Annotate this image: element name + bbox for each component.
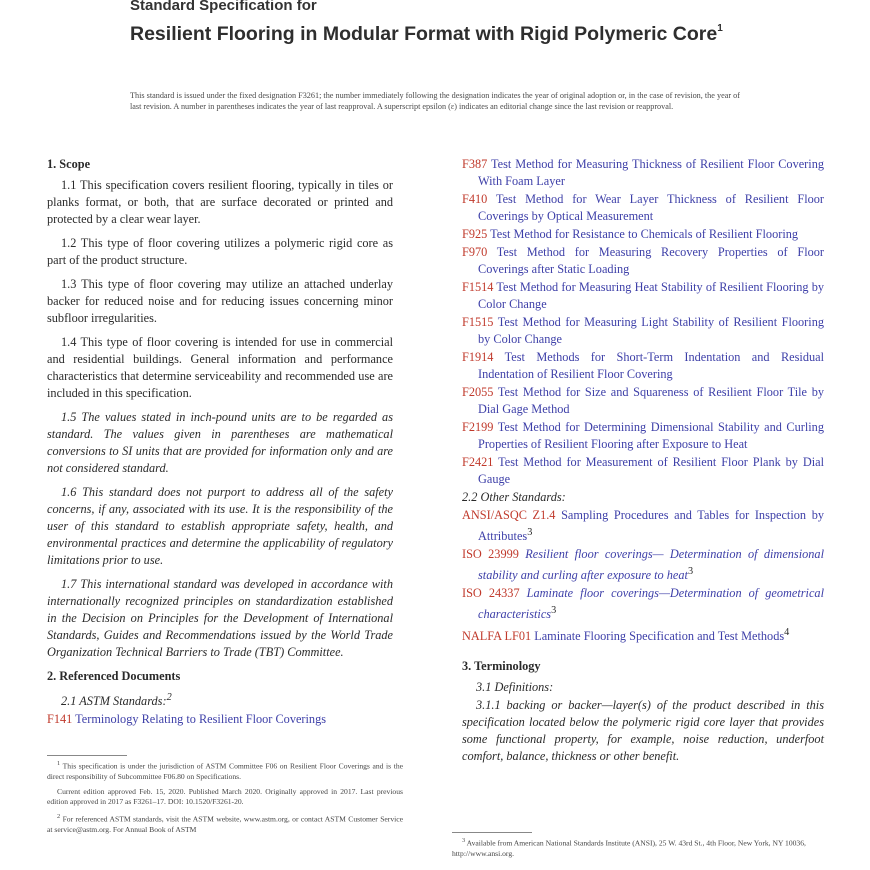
- title-footnote-ref[interactable]: 1: [717, 23, 723, 34]
- footnote-2: $^2$ For referenced ASTM standards, visit the ASTM website, www.astm.org, or contact ASTM Customer Service at service@astm.org. For Annual Book of ASTM: [47, 812, 403, 834]
- ref-code[interactable]: ISO 23999: [462, 547, 519, 562]
- ref-title[interactable]: Terminology Relating to Resilient Floor Coverings: [75, 712, 327, 727]
- other-ref-item[interactable]: [462, 624, 824, 645]
- astm-reference-list: [462, 156, 824, 488]
- footnote-1b: Current edition approved Feb. 15, 2020. Published March 2020. Originally approved in 2017. Last previous edition approved in 2017 as F3261–17. DOI: 10.1520/F3261-20.: [47, 786, 403, 807]
- other-standards-label: 2.2 Other Standards:: [462, 490, 566, 504]
- ref-code[interactable]: F1515: [462, 315, 494, 329]
- ref-code[interactable]: F387: [462, 157, 488, 171]
- ref-title[interactable]: Test Method for Measuring Light Stability of Resilient Flooring by Color Change: [478, 315, 824, 346]
- ref-code[interactable]: ANSI/ASQC Z1.4: [462, 508, 556, 522]
- referenced-documents-heading: 2. Referenced Documents: [47, 669, 181, 683]
- ref-f1914[interactable]: [462, 349, 824, 383]
- designation-preface: This standard is issued under the fixed designation F3261; the number immediately following the designation indicates the year of original adoption or, in the case of revision, the year of last revision. A number in parentheses indicates the year of last reapproval. A superscript epsilon (ε) indicates an editorial change since the last revision or reapproval.: [130, 91, 740, 111]
- ref-code[interactable]: F1514: [462, 280, 494, 294]
- ref-title[interactable]: Test Method for Measurement of Resilient Floor Plank by Dial Gauge: [478, 455, 824, 486]
- scope-para-1-6: 1.6 This standard does not purport to address all of the safety concerns, if any, associated with its use. It is the responsibility of the user of this standard to establish appropriate safety, health, and environmental practices and determine the applicability of regulatory limitations prior to use.: [47, 485, 393, 567]
- footnote-divider-right: [452, 832, 532, 833]
- ref-title[interactable]: Test Method for Measuring Heat Stability of Resilient Flooring by Color Change: [478, 280, 825, 311]
- other-ref-item[interactable]: [462, 507, 824, 545]
- ref-title[interactable]: Test Method for Measuring Recovery Properties of Floor Coverings after Static Loading: [478, 245, 824, 276]
- astm-standards-text: 2.1 ASTM Standards:: [61, 694, 167, 709]
- ref-footnote-marker[interactable]: 3: [687, 566, 694, 578]
- definitions-label: 3.1 Definitions:: [476, 680, 554, 695]
- ref-code[interactable]: F141: [47, 712, 73, 727]
- footnote-divider: [47, 755, 127, 756]
- ref-f2421[interactable]: [462, 454, 824, 488]
- ref-f1515[interactable]: [462, 314, 824, 348]
- ref-footnote-marker[interactable]: 4: [784, 627, 790, 639]
- footnote-1: $^1$ This specification is under the jurisdiction of ASTM Committee F06 on Resilient Floor Coverings and is the direct responsibility of Subcommittee F06.80 on Specifications.: [47, 760, 404, 782]
- ref-code[interactable]: ISO 24337: [462, 586, 520, 601]
- document-title-text: Resilient Flooring in Modular Format with Rigid Polymeric Core: [130, 23, 718, 45]
- scope-heading: 1. Scope: [47, 157, 91, 171]
- ref-title[interactable]: Test Method for Measuring Thickness of Resilient Floor Covering With Foam Layer: [478, 157, 824, 188]
- other-reference-list: [462, 507, 824, 645]
- ref-footnote-marker[interactable]: 3: [551, 605, 557, 617]
- other-ref-item[interactable]: [462, 546, 824, 584]
- ref-footnote-marker[interactable]: 3: [527, 527, 533, 538]
- ref-code[interactable]: F1914: [462, 350, 494, 364]
- ref-f970[interactable]: [462, 244, 824, 278]
- ref-title[interactable]: Laminate floor coverings—Determination of geometrical characteristics: [478, 586, 824, 622]
- ref-f2055[interactable]: [462, 384, 824, 418]
- ref-title[interactable]: Sampling Procedures and Tables for Inspection by Attributes: [478, 508, 824, 544]
- scope-para-1-5: 1.5 The values stated in inch-pound units are to be regarded as standard. The values given in parentheses are mathematical conversions to SI units that are provided for information only and are not considered standard.: [47, 410, 393, 475]
- footnote-1-text: This specification is under the jurisdiction of ASTM Committee F06 on Resilient Floor Coverings and is the direct responsibility of Subcommittee F06.80 on Specifications.: [47, 761, 404, 782]
- scope-para-1-4: 1.4 This type of floor covering is intended for use in commercial and residential buildings. General information and performance characteristics that determine serviceability and recommended use are included in this specification.: [47, 335, 393, 400]
- document-title: [130, 18, 770, 45]
- scope-para-1-3: 1.3 This type of floor covering may utilize an attached underlay backer for reduced noise and for reducing issues concerning minor subfloor irregularities.: [47, 277, 393, 325]
- ref-f925[interactable]: [462, 226, 824, 243]
- ref-title[interactable]: Laminate Flooring Specification and Test Methods: [534, 629, 785, 644]
- scope-para-1-1: 1.1 This specification covers resilient flooring, typically in tiles or planks format, or both, that are surface decorated or printed and protected by a clear wear layer.: [47, 178, 393, 226]
- ref-f1514[interactable]: [462, 279, 824, 313]
- scope-para-1-2: 1.2 This type of floor covering utilizes a polymeric rigid core as part of the product structure.: [47, 236, 393, 267]
- definition-backing: 3.1.1 backing or backer—layer(s) of the product described in this specification located below the polymeric rigid core layer that provides some functional property, for example, noise reduction, underfoot comfort, balance, thickness or other benefit.: [462, 698, 824, 764]
- ref-code[interactable]: F970: [462, 245, 488, 259]
- ref-f410[interactable]: [462, 191, 824, 225]
- other-ref-item[interactable]: [462, 585, 824, 623]
- title-block: [130, 0, 770, 45]
- title-prefix: Standard Specification for: [130, 0, 317, 14]
- ref-code[interactable]: F2421: [462, 455, 494, 469]
- footnote-3-text: Available from American National Standards Institute (ANSI), 25 W. 43rd St., 4th Floor, New York, NY 10036, http://www.ansi.org.: [452, 838, 806, 859]
- footnotes-left: [47, 759, 403, 839]
- ref-code[interactable]: F2199: [462, 420, 494, 434]
- ref-code[interactable]: F2055: [462, 385, 494, 399]
- footnote-3: $^3$ Available from American National Standards Institute (ANSI), 25 W. 43rd St., 4th Floor, New York, NY 10036, http://www.ansi.org.: [452, 837, 806, 859]
- astm-footnote-ref[interactable]: 2: [166, 692, 172, 703]
- footnotes-right: [452, 836, 824, 860]
- ref-f141[interactable]: [47, 711, 393, 728]
- ref-code[interactable]: F925: [462, 227, 488, 241]
- spacer: [462, 646, 824, 658]
- left-column: [47, 156, 393, 729]
- right-column: [462, 156, 824, 772]
- footnote-2-text: For referenced ASTM standards, visit the ASTM website, www.astm.org, or contact ASTM Customer Service at service@astm.org. For Annual Book of ASTM: [47, 814, 403, 834]
- ref-title[interactable]: Test Method for Determining Dimensional Stability and Curling Properties of Resilient Flooring after Exposure to Heat: [478, 420, 824, 451]
- ref-code[interactable]: NALFA LF01: [462, 629, 532, 644]
- terminology-heading: 3. Terminology: [462, 659, 541, 674]
- scope-para-1-7: 1.7 This international standard was developed in accordance with internationally recognized principles on standardization established in the Decision on Principles for the Development of International Standards, Guides and Recommendations issued by the World Trade Organization Technical Barriers to Trade (TBT) Committee.: [47, 577, 393, 659]
- astm-standards-label: [47, 689, 393, 710]
- ref-f2199[interactable]: [462, 419, 824, 453]
- ref-title[interactable]: Test Methods for Short-Term Indentation and Residual Indentation of Resilient Floor Covering: [478, 350, 824, 381]
- ref-title[interactable]: Test Method for Size and Squareness of Resilient Floor Tile by Dial Gage Method: [478, 385, 824, 416]
- ref-title[interactable]: Resilient floor coverings— Determination of dimensional stability and curling after exposure to heat: [478, 547, 824, 583]
- ref-title[interactable]: Test Method for Resistance to Chemicals of Resilient Flooring: [490, 227, 799, 241]
- ref-code[interactable]: F410: [462, 192, 488, 206]
- ref-title[interactable]: Test Method for Wear Layer Thickness of Resilient Floor Coverings by Optical Measurement: [478, 192, 824, 223]
- ref-f387[interactable]: [462, 156, 824, 190]
